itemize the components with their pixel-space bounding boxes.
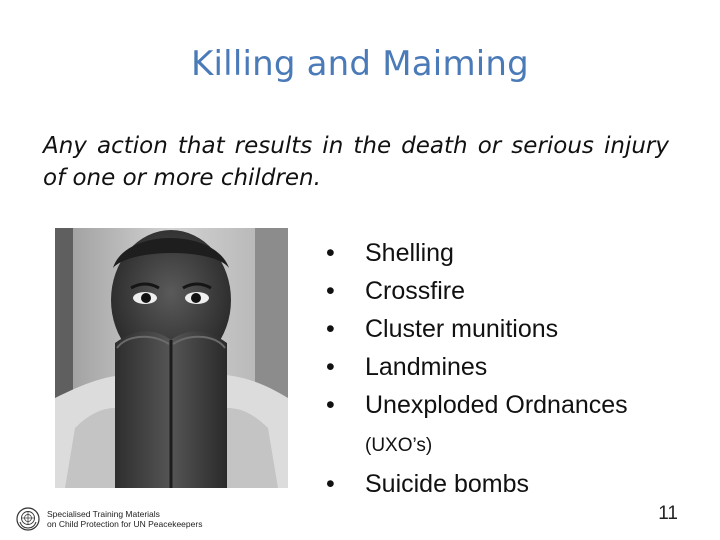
list-item-text: Suicide bombs <box>365 470 529 498</box>
list-item <box>326 386 666 465</box>
footer-line-1: Specialised Training Materials <box>47 509 160 519</box>
footer-line-2: on Child Protection for UN Peacekeepers <box>47 519 203 529</box>
list-item-text: Unexploded Ordnances <box>365 391 628 419</box>
list-item <box>326 348 666 386</box>
page-number: 11 <box>658 503 678 524</box>
list-item <box>326 272 666 310</box>
list-item-text: Cluster munitions <box>365 315 559 343</box>
slide-title: Killing and Maiming <box>191 44 529 84</box>
footer <box>16 506 202 532</box>
list-item-text: Landmines <box>365 353 488 381</box>
definition-text: Any action that results in the death or serious injury of one or more children. <box>43 133 669 191</box>
list-item <box>326 465 666 503</box>
list-item-text: Shelling <box>365 239 454 267</box>
list-item <box>326 310 666 348</box>
harm-types-list <box>326 234 666 503</box>
child-photo <box>55 228 288 488</box>
list-item-note: (UXO’s) <box>365 435 433 456</box>
un-emblem-icon <box>16 507 40 531</box>
list-item <box>326 234 666 272</box>
list-item-text: Crossfire <box>365 277 466 305</box>
